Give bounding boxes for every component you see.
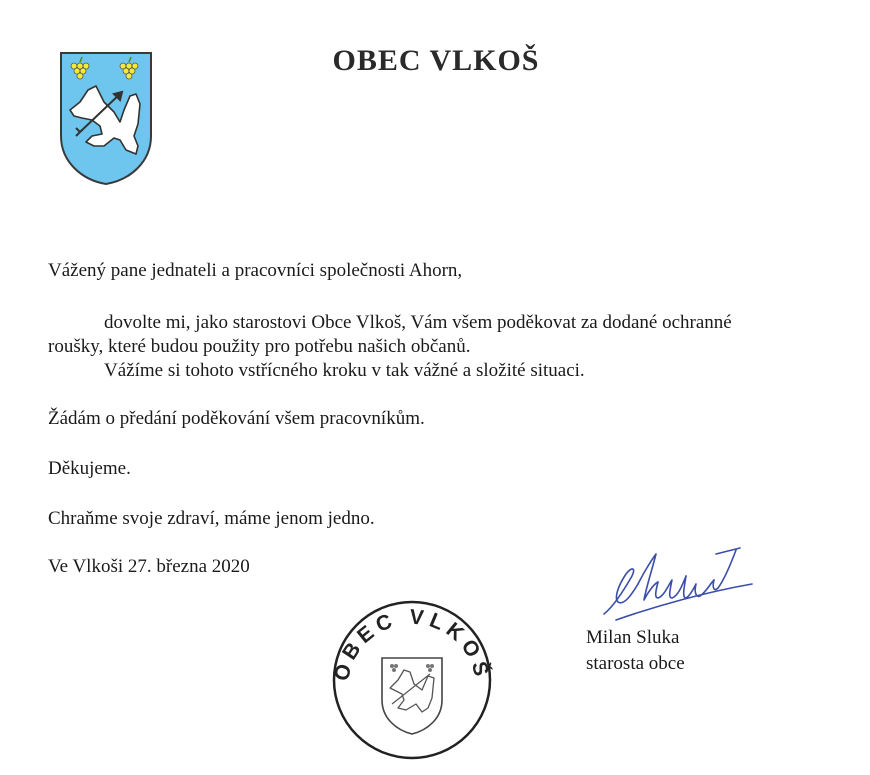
letter-date-place: Ve Vlkoši 27. března 2020 [48,556,250,577]
letter-thanks: Děkujeme. [48,458,131,479]
handwritten-signature [596,540,756,630]
stamp-text: OBEC VLKOŠ [330,605,494,684]
letter-request: Žádám o předání poděkování všem pracovníkům. [48,408,425,429]
stamp-crest-icon [382,658,442,734]
page-title: OBEC VLKOŠ [332,44,540,77]
letter-wish: Chraňme svoje zdraví, máme jenom jedno. [48,508,375,529]
signer-name: Milan Sluka [586,627,680,648]
letter-paragraph-1-line-2: roušky, které budou použity pro potřebu našich občanů. [48,336,471,357]
official-stamp [330,598,494,762]
letter-salutation: Vážený pane jednateli a pracovníci společnosti Ahorn, [48,260,463,281]
letter-paragraph-1-line-1: dovolte mi, jako starostovi Obce Vlkoš, Vám všem poděkovat za dodané ochranné [104,312,732,333]
signer-role: starosta obce [586,653,685,674]
letter-paragraph-2: Vážíme si tohoto vstřícného kroku v tak vážné a složité situaci. [104,360,585,381]
